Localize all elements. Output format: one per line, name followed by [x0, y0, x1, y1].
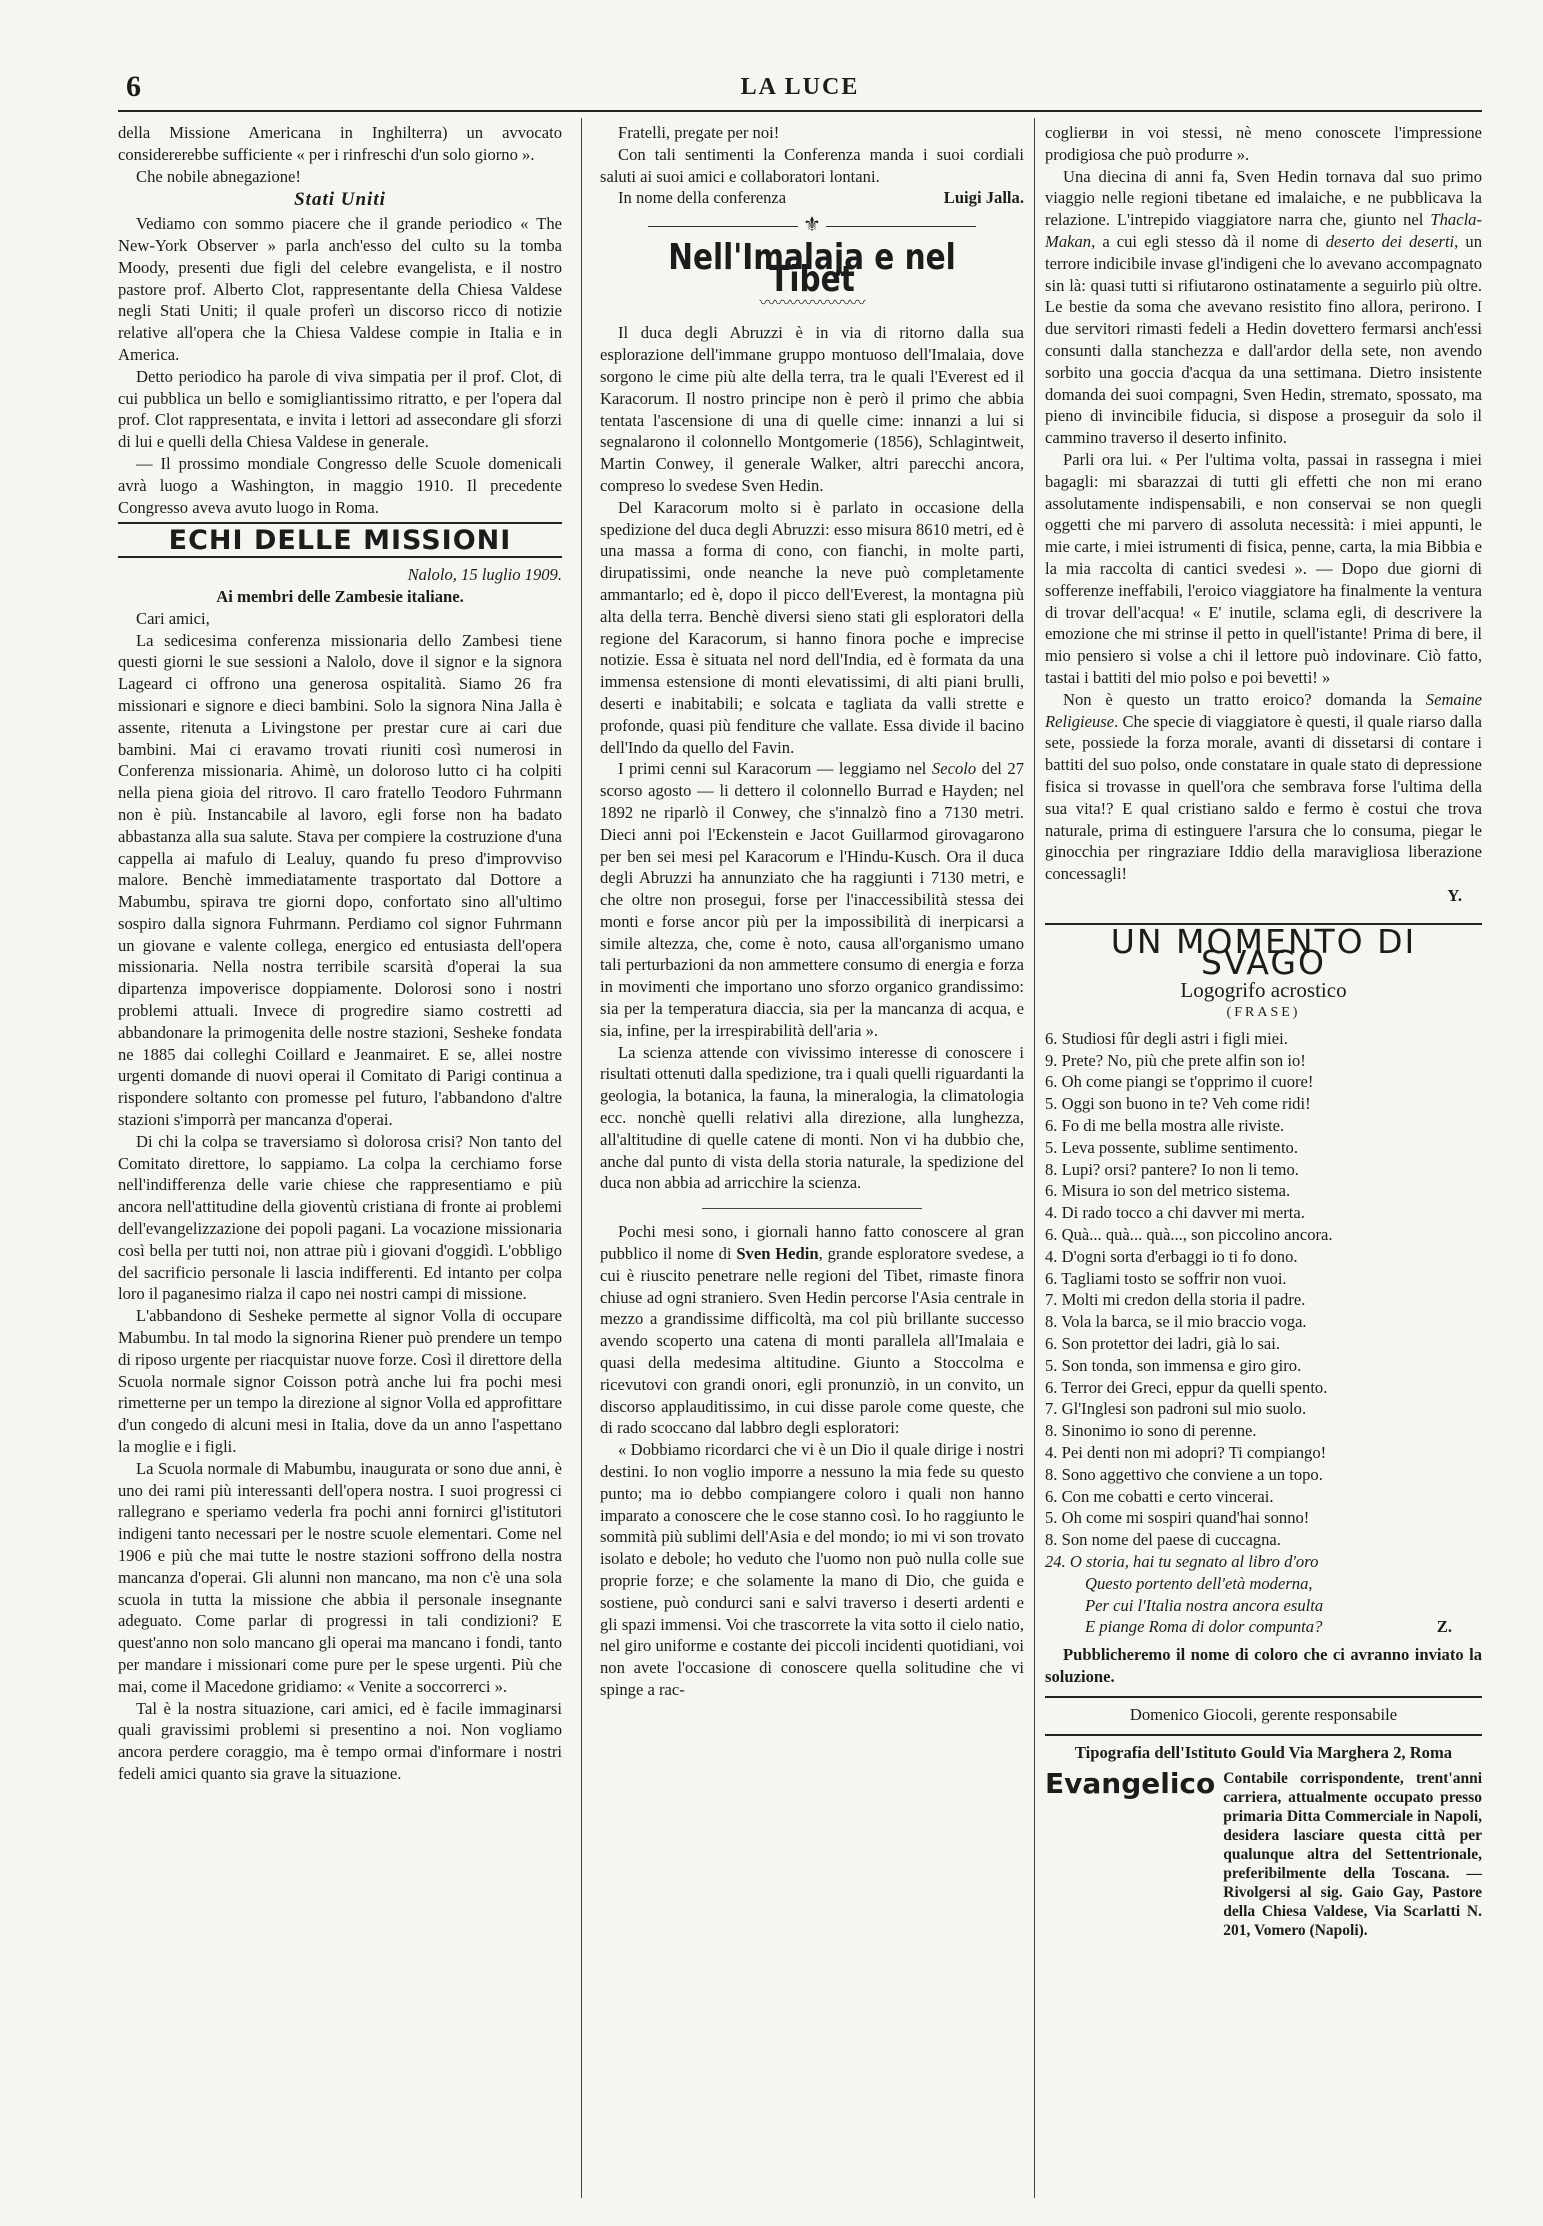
stati-uniti-heading: Stati Uniti — [294, 189, 386, 211]
letter-addressee: Ai membri delle Zambesie italiane. — [216, 586, 464, 606]
classified-ad — [1045, 1769, 1482, 1940]
logogrifo-line: 8. Lupi? orsi? pantere? Io non li temo. — [1045, 1159, 1299, 1179]
logogrifo-verse-1: 24. O storia, hai tu segnato al libro d'oro — [1045, 1552, 1319, 1571]
logogrifo-line: 6. Oh come piangi se t'opprimo il cuore! — [1045, 1072, 1314, 1092]
letter-paragraph-2: Di chi la colpa se traversiamo sì dolorosa crisi? Non tanto del Comitato direttore, lo sappiamo. La colpa la cerchiamo forse nell'indifferenza delle varie chiese che rappresentiamo e più ancora nell'attitudine della gioventù cristiana di fronte ai problemi dell'evangelizzazione dei popoli pagani. La vocazione missionaria così bella per tutti noi, non attrae più i giovani d'oggidì. L'obbligo del sacrificio personale li lascia indifferenti. Ed intanto per colpa loro il paganesimo rialza il capo nei nostri campi di missione. — [118, 1131, 562, 1304]
text-run: Una diecina di anni fa, Sven Hedin tornava dal suo primo viaggio nelle regioni tibetane ed imalaiche, e ne pubblicava la relazione. L'intrepido viaggiatore narra che, giunto nel — [1045, 166, 1482, 230]
stati-paragraph-1: Vediamo con sommo piacere che il grande periodico « The New-York Observer » parla anch'esso del culto su la tomba Moody, presenti due figli del celebre evangelista, e il nostro pastore prof. Alberto Clot, rappresentante della Chiesa Valdese negli Stati Uniti; il quale proferì un discorso ricco di notizie relative all'opera che la Chiesa Valdese compie in Italia e in America. — [118, 214, 562, 364]
tibet-paragraph-2: Del Karacorum molto si è parlato in occasione della spedizione del duca degli Abruzzi: esso misura 8610 metri, ed è una massa a forma di cono, con fianchi, in molte parti, dirupatissimi, onde neanche la neve può completamente ammantarlo; ed è, dopo il picco dell'Everest, la montagna più alta della terra. Benchè diversi sieno stati gli esploratori della regione del Karacorum, si hanno finora poche e imprecise notizie. Essa è situata nel nord dell'India, ed è formata da una immensa estensione di monti elevatissimi, di alti piani brulli, deserti e inabitabili; e solcata e tagliata da valli strette e profonde, quasi più fenditure che vallate. Essa divide il bacino dell'Indo da quello del Favin. — [600, 497, 1024, 757]
logogrifo-line: 4. Di rado tocco a chi davver mi merta. — [1045, 1203, 1305, 1223]
fleur-icon: ⚜ — [803, 214, 821, 237]
logogrifo-line: 8. Sono aggettivo che conviene a un topo. — [1045, 1464, 1323, 1484]
letter-paragraph-3: L'abbandono di Sesheke permette al signor Volla di occupare Mabumbu. In tal modo la signorina Riener può prendere un tempo di riposo urgente per riacquistar nuove forze. Così il direttore della Scuola normale signor Coisson potrà anche lui fra pochi mesi rimetterne per un tempo la direzione al signor Volla ed approfittare d'un congedo di alcuni mesi in Italia, dove da un anno l'aspettano la moglie e i figli. — [118, 1306, 562, 1457]
article-title-tibet: Nell'Imalaja e nel Tibet — [668, 236, 956, 300]
letter-dateline: Nalolo, 15 luglio 1909. — [407, 565, 562, 585]
logogrifo-line: 6. Terror dei Greci, eppur da quelli spento. — [1045, 1377, 1328, 1397]
logogrifo-line: 6. Fo di me bella mostra alle riviste. — [1045, 1116, 1285, 1136]
desert-name: deserto dei deserti — [1325, 231, 1455, 251]
tibet-paragraph-1: Il duca degli Abruzzi è in via di ritorno dalla sua esplorazione dell'immane gruppo montuoso dell'Imalaia, dove sorgono le cime più alte della terra, tra le quali l'Everest ed il Karacorum. Il nostro principe non è però il primo che abbia tentata l'ascensione di una di quelle cime: innanzi a lui si segnalarono il colonnello Montgomerie (1856), Schlagintweit, Martin Conwey, il generale Walker, altri parecchi ancora, compreso lo svedese Sven Hedin. — [600, 323, 1024, 495]
logogrifo-verse-2: Questo portento dell'età moderna, — [1085, 1573, 1313, 1593]
text-run: del 27 scorso agosto — li dettero il colonnello Burrad e Hayden; nel 1892 ne riparlò il Conwey, che s'innalzò fino a 7130 metri. Dieci anni poi l'Eckenstein e Jacot Guillarmod girovagarono per ben sei mesi pel Karacorum e l'Hindu-Kusch. Ora il duca degli Abruzzi ha annunziato che ha raggiunti i 7130 metri, e che oltre non prosegui, forse per l'inaccessibilità stessa dei monti e forse ancor più per la impossibilità di inerpicarsi a simile altezza, che, come è noto, causa all'organismo umano tali perturbazioni da non ammettere consumo di energia e forza in movimenti che importano uno sforzo organico grandissimo: sia per la temperatura diaccia, sia per la mancanza di acqua, e sia, infine, per la irrespirabilità dell'aria ». — [600, 759, 1024, 1040]
hedin-quote-continued: coglierви in voi stessi, nè meno conoscete l'impressione prodigiosa che può produrre ». — [1045, 123, 1482, 164]
text-run: I primi cenni sul Karacorum — leggiamo nel — [618, 759, 932, 779]
logogrifo-line: 6. Misura io son del metrico sistema. — [1045, 1181, 1291, 1201]
logogrifo-line: 5. Oh come mi sospiri quand'hai sonno! — [1045, 1508, 1310, 1528]
article-signature: Y. — [1447, 885, 1462, 905]
logogrifo-verse-3: Per cui l'Italia nostra ancora esulta — [1085, 1595, 1324, 1615]
gerente-line: Domenico Giocoli, gerente responsabile — [1045, 1696, 1482, 1726]
logogrifo-line: 6. Quà... quà... quà..., son piccolino ancora. — [1045, 1225, 1333, 1245]
hedin-paragraph-1 — [600, 1221, 1024, 1439]
ornament-divider — [600, 215, 1024, 237]
echi-missioni-heading: ECHI DELLE MISSIONI — [118, 522, 562, 558]
title-squiggle: 〰〰〰〰〰〰〰 — [759, 294, 865, 312]
ad-text: Contabile corrispondente, trent'anni carriera, attualmente occupato presso primaria Ditta Commerciale in Napoli, desidera lasciare questa città per qualunque altra del Settentrionale, preferibilmente della Toscana. — Rivolgersi al sig. Gaio Gay, Pastore della Chiesa Valdese, Via Scarlatti N. 201, Vomero (Napoli). — [1223, 1770, 1482, 1940]
hedin-paragraph-2 — [1045, 166, 1482, 449]
ad-logo: Evangelico — [1045, 1767, 1216, 1801]
logogrifo-line: 5. Leva possente, sublime sentimento. — [1045, 1137, 1299, 1157]
logogrifo-line: 6. Con me cobatti e certo vincerai. — [1045, 1486, 1274, 1506]
publication-name: Semaine Religieuse — [1045, 689, 1482, 731]
text-run: , un terrore indicibile invase gl'indigeni che lo avevano accompagnato sin là: quasi tutti si rifiutarono ostinatamente a seguirlo più oltre. Le bestie da soma che avevano resistito fino allora, perirono. I due servitori rimasti fedeli a Hedin dovettero fermarsi anch'essi consunti dalla stanchezza e dall'ardor della sete, non avendo sorbito una goccia d'acqua da una settimana. Dietro insistente domanda dei suoi compagni, Sven Hedin, stremato, spossato, ma pieno di invincibile fiducia, si dispose a proseguir da solo il cammino traverso il deserto infinito. — [1045, 231, 1482, 448]
intro-exclamation: Che nobile abnegazione! — [136, 166, 301, 186]
tibet-paragraph-3 — [600, 758, 1024, 1041]
text-run: . Che specie di viaggiatore è questi, il quale riarso dalla sete, possiede la forza morale, avanti di dissetarsi di contare i battiti del suo polso, onde constatare in quale stato di depressione fisica si trovasse in quell'ora che sembrava forse l'ultima della sua vita!? E qual cristiano saldo e fermo è costui che trova naturale, prima di estinguere l'arsura che lo consuma, piegar le ginocchia per ringraziare Iddio della maravigliosa liberazione concessagli! — [1045, 711, 1482, 884]
hedin-paragraph-4 — [1045, 689, 1482, 885]
column-1 — [118, 122, 562, 1785]
letter-paragraph-5: Tal è la nostra situazione, cari amici, ed è facile immaginarsi quali gravissimi problemi si presentino a noi. Non vogliamo ancora perdere coraggio, ma è tempo ormai d'informare i nostri fedeli amici quanto sia grave la situazione. — [118, 1698, 562, 1783]
letter-continuation-2: Con tali sentimenti la Conferenza manda i suoi cordiali saluti ai suoi amici e collaboratori lontani. — [600, 144, 1024, 186]
letter-paragraph-4: La Scuola normale di Mabumbu, inaugurata or sono due anni, è uno dei rami più interessanti dell'opera nostra. I suoi progressi ci rallegrano e speriamo vederla fra pochi anni fornirci gl'istitutori indigeni tanto necessari per le nostre scuole elementari. Come nel 1906 e più che mai tutte le nostre stazioni soffrono della nostra mancanza d'operai. Gli alunni non mancano, ma non c'è una sola scuola in tutta la missione che abbia il personale insegnante adeguato. Come parlar di progressi in tali condizioni? E quest'anno non solo mancano gli operai ma mancano i fondi, tanto per mandare i missionari come pure per le spese urgenti. Più che mai, come il Macedone gridiamo: « Venite a soccorrerci ». — [118, 1458, 562, 1696]
hedin-paragraph-3: Parli ora lui. « Per l'ultima volta, passai in rassegna i miei bagagli: mi sbarazzai di tutti gli effetti che non mi erano assolutamente indispensabili, e non conservai se non quegli oggetti che mi parvero di assoluta necessità: i miei appunti, le mie carte, i miei istrumenti di fisica, penne, carta, la mia Bibbia e la mia raccolta di cantici svedesi ». — Dopo due giorni di sofferenze ineffabili, l'eroico viaggiatore ha finalmente la ventura di trovar dell'acqua! « E' inutile, sclama egli, di descrivere la emozione che mi strinse il petto in quell'istante! Prima di bere, il mio pensiero si volse a chi il lettore può indovinare. Ciò fatto, tastai i battiti del mio polso e poi bevetti! » — [1045, 449, 1482, 687]
column-divider-2 — [1034, 118, 1035, 2198]
logogrifo-line: 9. Prete? No, più che prete alfin son io! — [1045, 1050, 1306, 1070]
masthead: LA LUCE — [740, 74, 860, 100]
logogrifo-verse-4-row — [1045, 1616, 1482, 1638]
signature-label: In nome della conferenza — [618, 188, 787, 208]
logogrifo-line: 8. Sinonimo io sono di perenne. — [1045, 1421, 1257, 1441]
logogrifo-line: 6. Son protettor dei ladri, già lo sai. — [1045, 1334, 1281, 1354]
text-run: , a cui egli stesso dà il nome di — [1091, 231, 1326, 251]
place-name: Thacla-Makan — [1045, 210, 1482, 251]
intro-paragraph: della Missione Americana in Inghilterra) un avvocato considererebbe sufficiente « per i rinfreschi d'un solo giorno ». — [118, 123, 562, 164]
page-number: 6 — [126, 70, 141, 103]
column-2 — [600, 122, 1024, 1701]
letter-continuation-1: Fratelli, pregate per noi! — [618, 123, 780, 142]
section-separator — [702, 1208, 922, 1209]
logogrifo-line: 4. Pei denti non mi adopri? Ti compiango! — [1045, 1443, 1327, 1463]
text-run: , grande esploratore svedese, a cui è riuscito penetrare nelle regioni del Tibet, rimaste finora chiuse ad ogni straniero. Sven Hedin percorse l'Asia centrale in mezzo a grandissime difficoltà, ma col più brillante successo avendo scoperto una catena di monti parallela all'Imalaia e quasi della medesima altitudine. Giunto a Stoccolma e ricevutovi con grandi onori, egli pronunziò, in un convito, un discorso applauditissimo, in cui disse parole come queste, che di rado scoccano dal labbro degli esploratori: — [600, 1244, 1024, 1438]
letter-salutation: Cari amici, — [136, 608, 210, 628]
logogrifo-verse-4: E piange Roma di dolor compunta? — [1085, 1617, 1323, 1637]
svago-heading: UN MOMENTO DI SVAGO — [1045, 923, 1482, 975]
hedin-quote: « Dobbiamo ricordarci che vi è un Dio il quale dirige i nostri destini. Io non voglio imporre a nessuno la mia fede su questo punto; ma io debbo compiangere coloro i quali non hanno imparato a conoscere che le cose stanno così. Io ho raggiunto le sommità più sublimi dell'Asia e del mondo; io mi vi son trovato isolato e debole; ho veduto che l'uomo non può nulla colle sue proprie forze; e che solamente la mano di Dio, che guida e sostiene, può condurci sani e salvi traverso i deserti ardenti e gli spazi immensi. Voi che trascorrete la vita sotto il cielo natio, nel giro uniforme e costante dei piccoli incidenti quotidiani, voi non avete l'occasione di conoscere quella solitudine che vi spinge a rac- — [600, 1440, 1024, 1699]
logogrifo-line: 7. Gl'Inglesi son padroni sul mio suolo. — [1045, 1399, 1307, 1419]
logogrifo-line: 6. Studiosi fûr degli astri i figli miei. — [1045, 1028, 1288, 1048]
column-3 — [1045, 122, 1482, 1940]
logogrifo-subtitle: (FRASE) — [1226, 1005, 1301, 1021]
logogrifo-line: 8. Son nome del paese di cuccagna. — [1045, 1530, 1281, 1550]
tibet-paragraph-4: La scienza attende con vivissimo interesse di conoscere i risultati ottenuti dalla spedizione, tra i quali quelli riguardanti la geologia, la botanica, la fauna, la mineralogia, la climatologia ecc. nonchè quelli relativi alla direzione, alla lunghezza, all'altitudine di quelle catene di monti. Non vi ha dubbio che, anche dal punto di vista della storia naturale, la spedizione del duca non abbia ad arricchire la scienza. — [600, 1042, 1024, 1193]
explorer-name: Sven Hedin — [736, 1244, 819, 1264]
stati-paragraph-3: — Il prossimo mondiale Congresso delle Scuole domenicali avrà luogo a Washington, in maggio 1910. Il precedente Congresso aveva avuto luogo in Roma. — [118, 453, 562, 517]
logogrifo-lines — [1045, 1028, 1482, 1551]
logogrifo-line: 5. Son tonda, son immensa e giro giro. — [1045, 1355, 1302, 1375]
logogrifo-line: 6. Tagliami tosto se soffrir non vuoi. — [1045, 1268, 1287, 1288]
logogrifo-signature: Z. — [1436, 1617, 1452, 1637]
logogrifo-line: 5. Oggi son buono in te? Veh come ridi! — [1045, 1094, 1311, 1114]
letter-paragraph-1: La sedicesima conferenza missionaria dello Zambesi tiene questi giorni le sue sessioni a Nalolo, dove il signor e la signora Lageard ci offrono una generosa ospitalità. Siamo 26 fra missionari e signore e dieci bambini. Solo la signora Nina Jalla è assente, ritenuta a Livingstone per prestar cure ai cari due bambini. Mai ci eravamo trovati riuniti così numerosi in Conferenza missionaria. Ahimè, un doloroso lutto ci ha colpiti nella piena gioia del ritrovo. Il caro fratello Teodoro Fuhrmann non è più. Instancabile al lavoro, egli forse non ha badato abbastanza alla sua salute. Stava per compiere la costruzione d'una cappella ai mafulo di Lealuy, quando fu preso d'improvviso malore. Benchè immediatamente trasportato dal Dottore a Mabumbu, spirava tre giorni dopo, confortato sino all'ultimo sospiro dalla signora Fuhrmann. Perdiamo col signor Fuhrmann un giovane e valente collega, energico ed entusiasta dell'opera missionaria. Nella nostra terribile scarsità d'operai la sua dipartenza impoverisce doppiamente. Dolorosi sono i nostri problemi attuali. Invece di progredire siamo costretti ad abbandonare la primogenita delle nostre stazioni, Sesheke fondata ne 1885 dai colleghi Coillard e Jeanmairet. E se, allei nostre urgenti domande di nuovi operai il Comitato di Parigi continua a rispondere soltanto con promesse pel futuro, l'abbandono d'altre stazioni s'imporrà per mancanza d'operai. — [118, 630, 562, 1130]
publication-name: Secolo — [931, 759, 977, 779]
logogrifo-line: 8. Vola la barca, se il mio braccio voga. — [1045, 1312, 1307, 1332]
stati-paragraph-2: Detto periodico ha parole di viva simpatia per il prof. Clot, di cui pubblica un bello e somigliantissimo ritratto, e per l'opera dal prof. Clot rappresentata, e invita i lettori ad assecondare gli sforzi di lui e quelli della Chiesa Valdese in generale. — [118, 366, 562, 452]
text-run: Non è questo un tratto eroico? domanda la — [1063, 689, 1426, 709]
signature-name: Luigi Jalla. — [943, 188, 1024, 208]
logogrifo-line: 4. D'ogni sorta d'erbaggi io ti fo dono. — [1045, 1246, 1298, 1266]
text-run: Pochi mesi sono, i giornali hanno fatto conoscere al gran pubblico il nome di — [600, 1222, 1024, 1264]
header-rule — [118, 110, 1482, 112]
letter-signature — [600, 187, 1024, 209]
publish-note: Pubblicheremo il nome di coloro che ci avranno inviato la soluzione. — [1045, 1645, 1482, 1686]
logogrifo-title: Logogrifo acrostico — [1180, 978, 1347, 1003]
column-divider-1 — [581, 118, 582, 2198]
logogrifo-line: 7. Molti mi credon della storia il padre. — [1045, 1290, 1306, 1310]
page-header — [118, 66, 1482, 106]
tipografia-line: Tipografia dell'Istituto Gould Via Margherа 2, Roma — [1045, 1734, 1482, 1764]
